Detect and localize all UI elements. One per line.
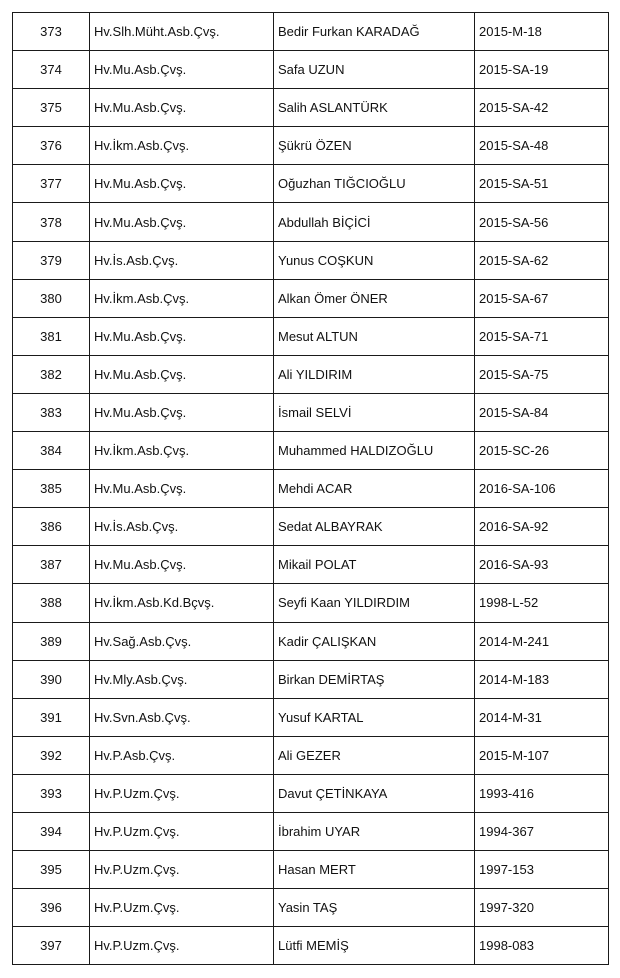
registry-number-cell: 2015-SA-67: [475, 279, 609, 317]
row-number-cell: 376: [13, 127, 90, 165]
registry-number-cell: 2015-M-107: [475, 736, 609, 774]
row-number-cell: 385: [13, 470, 90, 508]
row-number-cell: 373: [13, 13, 90, 51]
registry-number-cell: 2014-M-183: [475, 660, 609, 698]
row-number-cell: 380: [13, 279, 90, 317]
registry-number-cell: 2015-M-18: [475, 13, 609, 51]
registry-number-cell: 1998-083: [475, 927, 609, 965]
table-row: [13, 432, 609, 470]
registry-number-cell: 2015-SA-42: [475, 89, 609, 127]
person-name-cell: Ali YILDIRIM: [274, 355, 475, 393]
table-row: [13, 812, 609, 850]
person-name-cell: Yasin TAŞ: [274, 889, 475, 927]
row-number-cell: 390: [13, 660, 90, 698]
row-number-cell: 379: [13, 241, 90, 279]
table-row: [13, 51, 609, 89]
table-row: [13, 203, 609, 241]
rank-cell: Hv.İs.Asb.Çvş.: [90, 241, 274, 279]
row-number-cell: 382: [13, 355, 90, 393]
table-row: [13, 127, 609, 165]
registry-number-cell: 2015-SA-84: [475, 393, 609, 431]
row-number-cell: 395: [13, 851, 90, 889]
person-name-cell: Abdullah BİÇİCİ: [274, 203, 475, 241]
rank-cell: Hv.Mu.Asb.Çvş.: [90, 203, 274, 241]
table-row: [13, 736, 609, 774]
registry-number-cell: 1994-367: [475, 812, 609, 850]
registry-number-cell: 1998-L-52: [475, 584, 609, 622]
person-name-cell: Muhammed HALDIZOĞLU: [274, 432, 475, 470]
table-row: [13, 660, 609, 698]
rank-cell: Hv.P.Uzm.Çvş.: [90, 927, 274, 965]
table-row: [13, 355, 609, 393]
table-row: [13, 470, 609, 508]
row-number-cell: 388: [13, 584, 90, 622]
person-name-cell: Mikail POLAT: [274, 546, 475, 584]
person-name-cell: Sedat ALBAYRAK: [274, 508, 475, 546]
row-number-cell: 391: [13, 698, 90, 736]
table-row: [13, 279, 609, 317]
person-name-cell: Lütfi MEMİŞ: [274, 927, 475, 965]
row-number-cell: 389: [13, 622, 90, 660]
person-name-cell: Birkan DEMİRTAŞ: [274, 660, 475, 698]
row-number-cell: 381: [13, 317, 90, 355]
registry-number-cell: 2015-SA-62: [475, 241, 609, 279]
row-number-cell: 394: [13, 812, 90, 850]
person-name-cell: Oğuzhan TIĞCIOĞLU: [274, 165, 475, 203]
row-number-cell: 374: [13, 51, 90, 89]
row-number-cell: 383: [13, 393, 90, 431]
row-number-cell: 384: [13, 432, 90, 470]
row-number-cell: 387: [13, 546, 90, 584]
registry-number-cell: 2016-SA-93: [475, 546, 609, 584]
row-number-cell: 375: [13, 89, 90, 127]
person-name-cell: Yusuf KARTAL: [274, 698, 475, 736]
rank-cell: Hv.P.Uzm.Çvş.: [90, 812, 274, 850]
person-name-cell: Seyfi Kaan YILDIRDIM: [274, 584, 475, 622]
table-row: [13, 698, 609, 736]
table-row: [13, 622, 609, 660]
rank-cell: Hv.Slh.Müht.Asb.Çvş.: [90, 13, 274, 51]
rank-cell: Hv.İkm.Asb.Çvş.: [90, 127, 274, 165]
rank-cell: Hv.İkm.Asb.Çvş.: [90, 279, 274, 317]
person-name-cell: Ali GEZER: [274, 736, 475, 774]
registry-number-cell: 1993-416: [475, 774, 609, 812]
personnel-table-body: [13, 13, 609, 965]
person-name-cell: İbrahim UYAR: [274, 812, 475, 850]
rank-cell: Hv.Mu.Asb.Çvş.: [90, 355, 274, 393]
registry-number-cell: 2015-SA-75: [475, 355, 609, 393]
person-name-cell: Salih ASLANTÜRK: [274, 89, 475, 127]
rank-cell: Hv.Mu.Asb.Çvş.: [90, 89, 274, 127]
person-name-cell: İsmail SELVİ: [274, 393, 475, 431]
person-name-cell: Mehdi ACAR: [274, 470, 475, 508]
rank-cell: Hv.Mu.Asb.Çvş.: [90, 317, 274, 355]
table-row: [13, 584, 609, 622]
registry-number-cell: 2016-SA-92: [475, 508, 609, 546]
rank-cell: Hv.İs.Asb.Çvş.: [90, 508, 274, 546]
row-number-cell: 377: [13, 165, 90, 203]
registry-number-cell: 2014-M-31: [475, 698, 609, 736]
rank-cell: Hv.Sağ.Asb.Çvş.: [90, 622, 274, 660]
registry-number-cell: 2016-SA-106: [475, 470, 609, 508]
row-number-cell: 392: [13, 736, 90, 774]
rank-cell: Hv.Mu.Asb.Çvş.: [90, 470, 274, 508]
rank-cell: Hv.Mu.Asb.Çvş.: [90, 165, 274, 203]
table-row: [13, 393, 609, 431]
person-name-cell: Hasan MERT: [274, 851, 475, 889]
table-row: [13, 317, 609, 355]
person-name-cell: Mesut ALTUN: [274, 317, 475, 355]
registry-number-cell: 2015-SA-51: [475, 165, 609, 203]
table-row: [13, 927, 609, 965]
row-number-cell: 396: [13, 889, 90, 927]
registry-number-cell: 2015-SA-71: [475, 317, 609, 355]
rank-cell: Hv.Mu.Asb.Çvş.: [90, 546, 274, 584]
row-number-cell: 386: [13, 508, 90, 546]
rank-cell: Hv.P.Uzm.Çvş.: [90, 851, 274, 889]
rank-cell: Hv.Mu.Asb.Çvş.: [90, 393, 274, 431]
person-name-cell: Şükrü ÖZEN: [274, 127, 475, 165]
rank-cell: Hv.Mu.Asb.Çvş.: [90, 51, 274, 89]
table-row: [13, 889, 609, 927]
table-row: [13, 546, 609, 584]
person-name-cell: Alkan Ömer ÖNER: [274, 279, 475, 317]
table-row: [13, 13, 609, 51]
rank-cell: Hv.Svn.Asb.Çvş.: [90, 698, 274, 736]
table-row: [13, 508, 609, 546]
registry-number-cell: 1997-153: [475, 851, 609, 889]
person-name-cell: Yunus COŞKUN: [274, 241, 475, 279]
rank-cell: Hv.P.Asb.Çvş.: [90, 736, 274, 774]
person-name-cell: Davut ÇETİNKAYA: [274, 774, 475, 812]
registry-number-cell: 2014-M-241: [475, 622, 609, 660]
registry-number-cell: 2015-SA-19: [475, 51, 609, 89]
table-row: [13, 774, 609, 812]
table-row: [13, 851, 609, 889]
row-number-cell: 397: [13, 927, 90, 965]
row-number-cell: 393: [13, 774, 90, 812]
registry-number-cell: 1997-320: [475, 889, 609, 927]
registry-number-cell: 2015-SA-48: [475, 127, 609, 165]
personnel-table: [12, 12, 609, 965]
registry-number-cell: 2015-SA-56: [475, 203, 609, 241]
rank-cell: Hv.P.Uzm.Çvş.: [90, 889, 274, 927]
registry-number-cell: 2015-SC-26: [475, 432, 609, 470]
row-number-cell: 378: [13, 203, 90, 241]
rank-cell: Hv.P.Uzm.Çvş.: [90, 774, 274, 812]
person-name-cell: Bedir Furkan KARADAĞ: [274, 13, 475, 51]
rank-cell: Hv.Mly.Asb.Çvş.: [90, 660, 274, 698]
rank-cell: Hv.İkm.Asb.Çvş.: [90, 432, 274, 470]
table-row: [13, 89, 609, 127]
table-row: [13, 165, 609, 203]
rank-cell: Hv.İkm.Asb.Kd.Bçvş.: [90, 584, 274, 622]
person-name-cell: Kadir ÇALIŞKAN: [274, 622, 475, 660]
person-name-cell: Safa UZUN: [274, 51, 475, 89]
table-row: [13, 241, 609, 279]
